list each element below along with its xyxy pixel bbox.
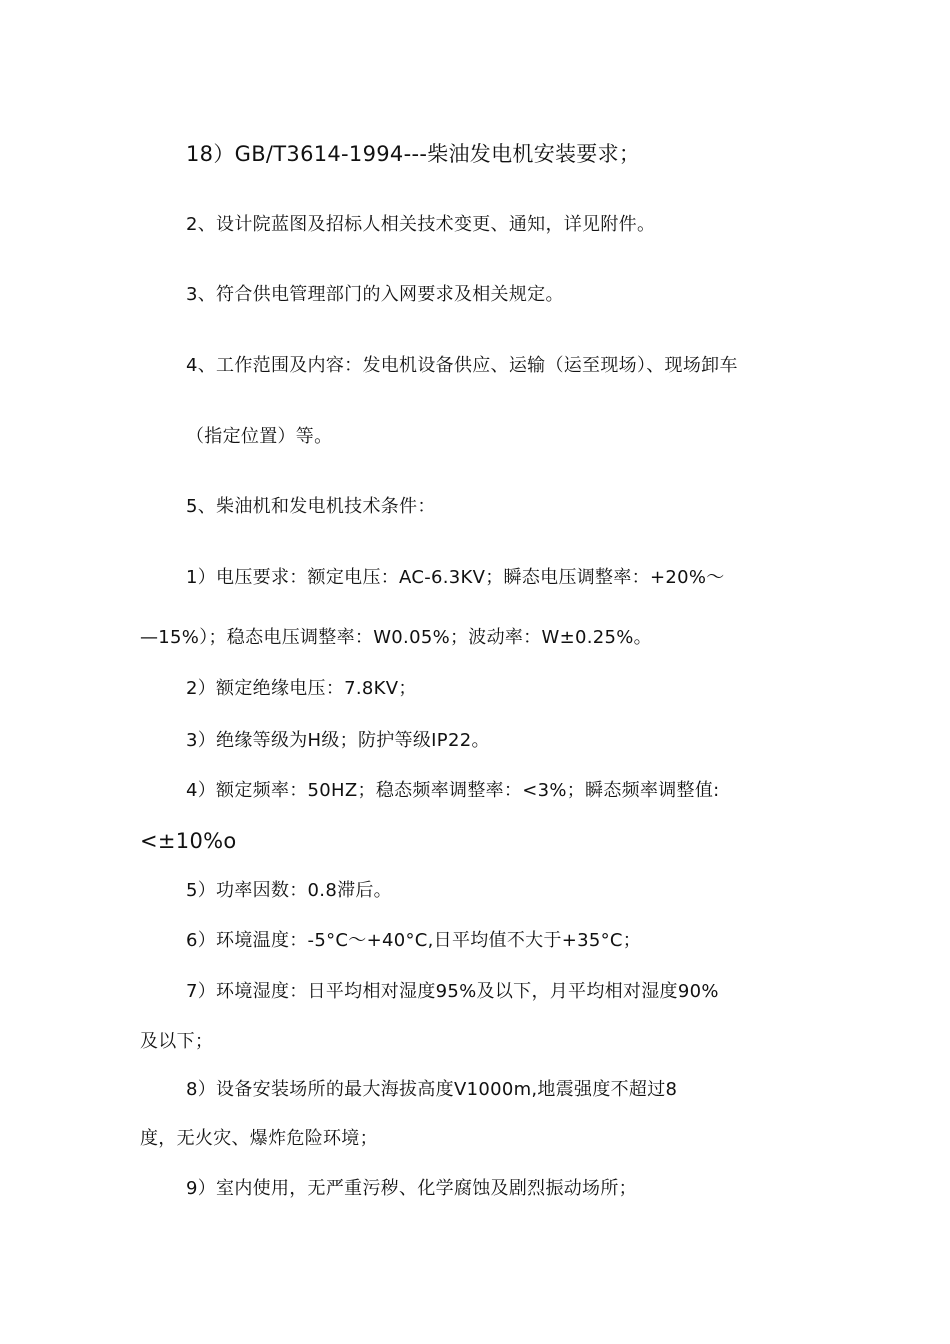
line-power-factor: 5）功率因数：0.8滞后。: [186, 880, 392, 901]
line-altitude: 8）设备安装场所的最大海拔高度V1000m,地震强度不超过8: [186, 1079, 678, 1100]
line-voltage: 1）电压要求：额定电压：AC-6.3KV；瞬态电压调整率：+20%〜: [186, 567, 725, 588]
line-standard-18: 18）GB/T3614-1994---柴油发电机安装要求；: [186, 142, 641, 166]
line-item-2: 2、设计院蓝图及招标人相关技术变更、通知，详见附件。: [186, 214, 656, 235]
line-altitude-cont: 度，无火灾、爆炸危险环境；: [140, 1128, 378, 1149]
line-item-4-cont: （指定位置）等。: [186, 426, 333, 447]
line-insulation-class: 3）绝缘等级为H级；防护等级IP22。: [186, 730, 490, 751]
line-item-3: 3、符合供电管理部门的入网要求及相关规定。: [186, 284, 564, 305]
line-humidity-cont: 及以下；: [140, 1031, 214, 1052]
line-insulation-voltage: 2）额定绝缘电压：7.8KV；: [186, 678, 417, 699]
line-indoor-use: 9）室内使用，无严重污秽、化学腐蚀及剧烈振动场所；: [186, 1178, 637, 1199]
line-frequency: 4）额定频率：50HZ；稳态频率调整率：<3%；瞬态频率调整值:: [186, 780, 720, 801]
line-voltage-cont: —15%）；稳态电压调整率：W0.05%；波动率：W±0.25%。: [140, 627, 652, 648]
line-item-4: 4、工作范围及内容：发电机设备供应、运输（运至现场）、现场卸车: [186, 355, 738, 376]
line-temperature: 6）环境温度：-5°C〜+40°C,日平均值不大于+35°C；: [186, 930, 642, 951]
line-humidity: 7）环境湿度：日平均相对湿度95%及以下，月平均相对湿度90%: [186, 981, 719, 1002]
line-frequency-cont: <±10%o: [140, 829, 237, 853]
line-item-5: 5、柴油机和发电机技术条件：: [186, 496, 436, 517]
